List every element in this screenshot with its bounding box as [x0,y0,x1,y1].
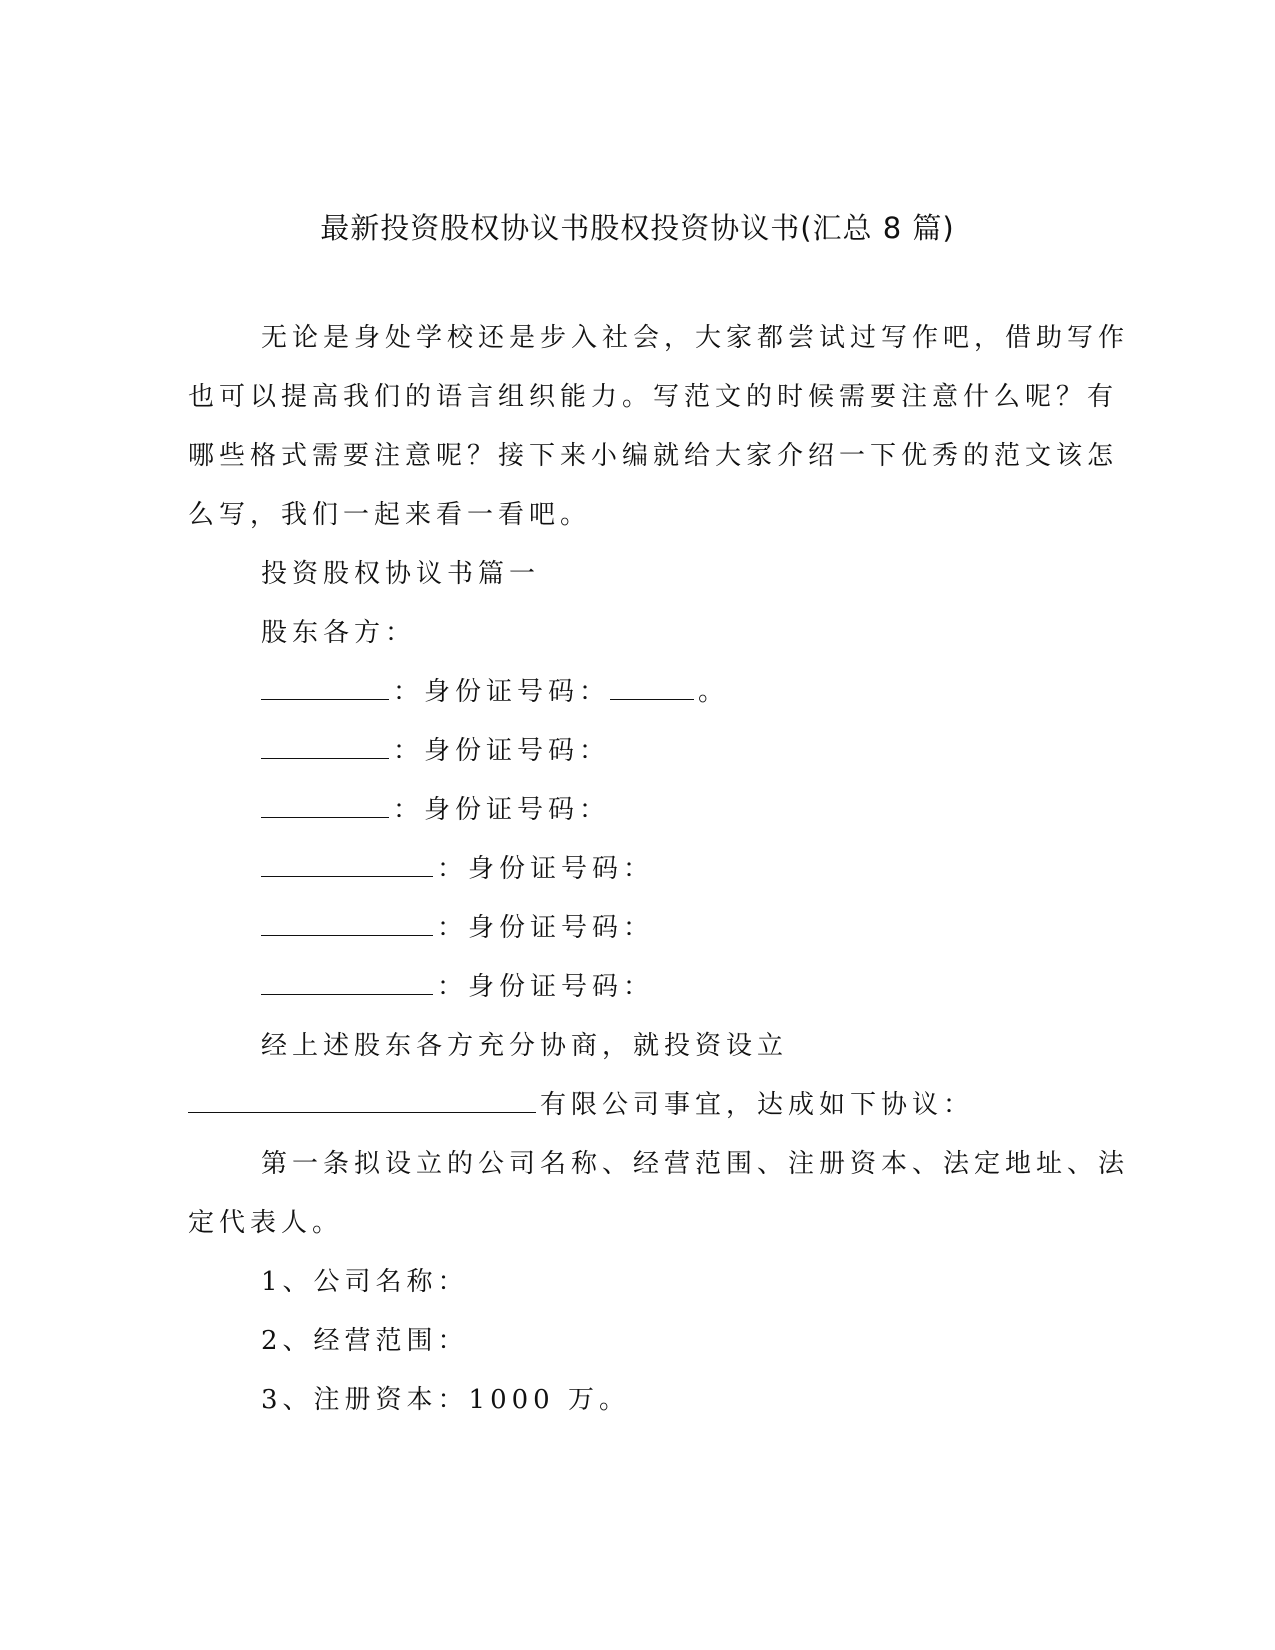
sentence-end: 。 [698,677,730,707]
shareholder-row [261,672,729,712]
intro-line-4: 么写，我们一起来看一看吧。 [188,500,592,530]
document-title: 最新投资股权协议书股权投资协议书(汇总 8 篇) [320,211,955,245]
company-name-blank [188,1088,536,1113]
id-label: ：身份证号码： [393,736,611,766]
article-one-line-2: 定代表人。 [188,1208,344,1238]
name-blank [261,852,433,877]
shareholders-heading: 股东各方： [261,618,417,648]
list-item: 1、公司名称： [261,1267,469,1297]
section-heading: 投资股权协议书篇一 [261,559,541,589]
shareholder-row [261,790,610,830]
intro-line-1: 无论是身处学校还是步入社会，大家都尝试过写作吧，借助写作 [261,323,1130,353]
id-label: ：身份证号码： [393,677,611,707]
article-one-line-1: 第一条拟设立的公司名称、经营范围、注册资本、法定地址、法 [261,1149,1130,1179]
id-label: ：身份证号码： [437,972,655,1002]
id-label: ：身份证号码： [437,854,655,884]
id-label: ：身份证号码： [437,913,655,943]
id-label: ：身份证号码： [393,795,611,825]
consult-line: 经上述股东各方充分协商，就投资设立 [261,1031,789,1061]
company-line [188,1085,974,1125]
name-blank [261,793,389,818]
name-blank [261,734,389,759]
intro-line-2: 也可以提高我们的语言组织能力。写范文的时候需要注意什么呢？有 [188,382,1119,412]
shareholder-row [261,849,654,889]
company-line-text: 有限公司事宜，达成如下协议： [540,1090,975,1120]
shareholder-row [261,967,654,1007]
shareholder-row [261,908,654,948]
intro-line-3: 哪些格式需要注意呢？接下来小编就给大家介绍一下优秀的范文该怎 [188,441,1119,471]
list-item: 2、经营范围： [261,1326,469,1356]
name-blank [261,675,389,700]
list-item: 3、注册资本：1000 万。 [261,1385,630,1415]
name-blank [261,970,433,995]
name-blank [261,911,433,936]
id-blank [610,675,694,700]
shareholder-row [261,731,610,771]
